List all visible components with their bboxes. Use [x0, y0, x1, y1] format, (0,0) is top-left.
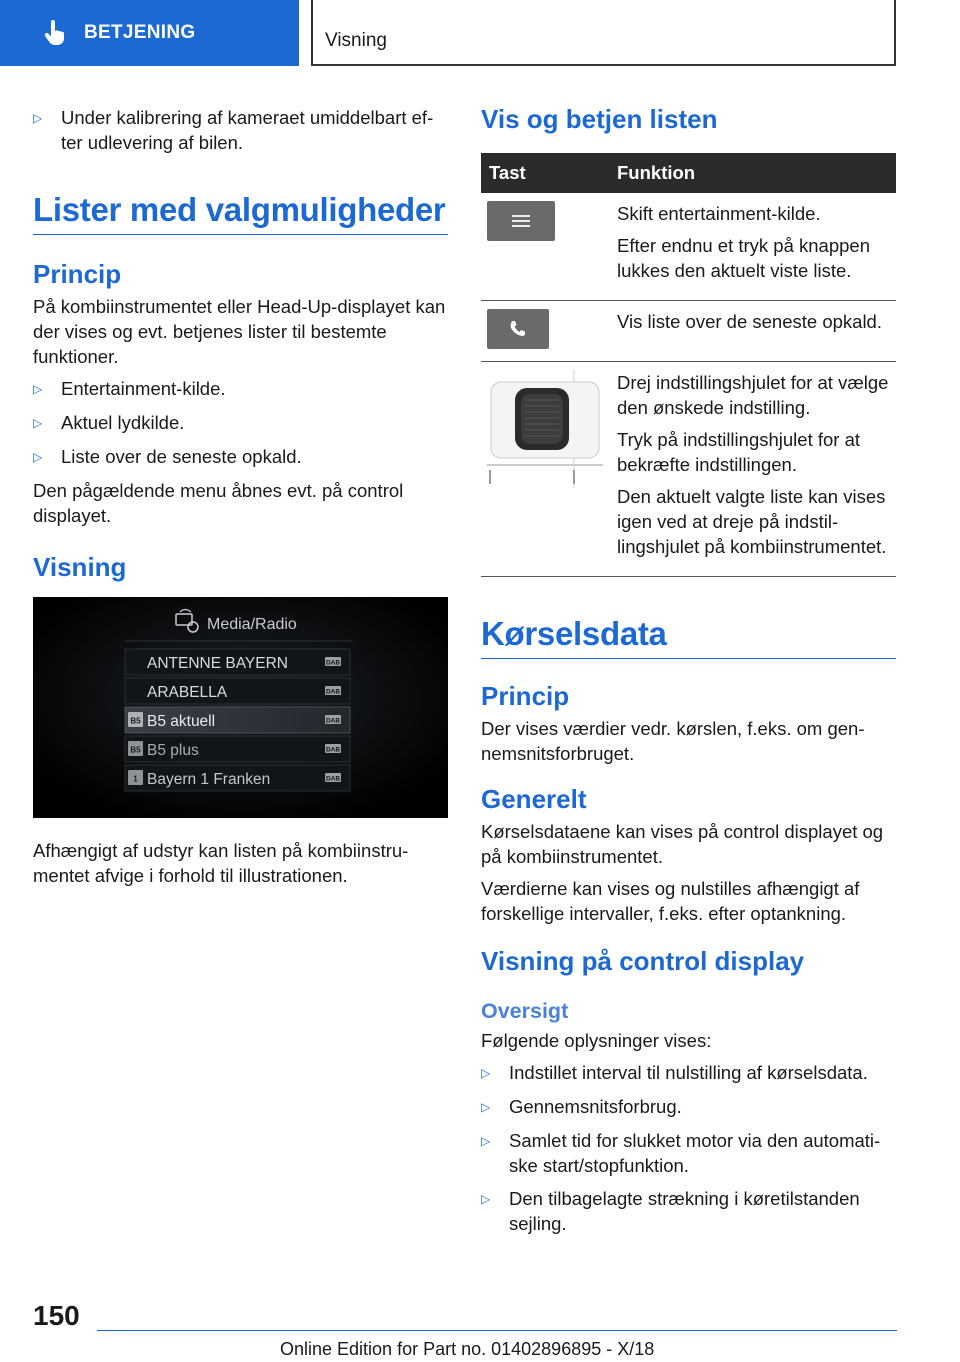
svg-text:DAB: DAB [325, 659, 341, 667]
station-row [125, 736, 350, 762]
subheading-vis-og-betjen: Vis og betjen listen [481, 104, 718, 134]
svg-text:DAB: DAB [325, 775, 341, 783]
subheading-princip: Princip [481, 681, 570, 711]
list-icon [487, 201, 555, 241]
section-heading: Lister med valgmuligheder [33, 191, 448, 235]
paragraph: Den pågældende menu åbnes evt. på control displayet. [33, 480, 404, 526]
chapter-title: Visning [325, 30, 387, 51]
list-item: ▷ Entertainment-kilde. [33, 376, 448, 402]
triangle-bullet-icon: ▷ [481, 1066, 491, 1080]
triangle-bullet-icon: ▷ [33, 450, 43, 464]
phone-icon [487, 309, 549, 349]
subheading-visning: Visning [33, 552, 127, 582]
triangle-bullet-icon: ▷ [33, 416, 43, 430]
footer-divider [97, 1330, 897, 1331]
column-header-function: Funktion [609, 153, 896, 193]
paragraph: Værdierne kan vises og nulstilles afhængigt af forskellige intervaller, f.eks. efter optankning. [481, 878, 860, 924]
table-row [481, 362, 896, 577]
table-row [481, 301, 896, 362]
svg-text:B5 plus: B5 plus [147, 742, 199, 759]
column-header-key: Tast [481, 153, 609, 193]
triangle-bullet-icon: ▷ [481, 1192, 491, 1206]
list-item: ▷ Liste over de seneste opkald. [33, 444, 448, 470]
hand-pointer-icon [40, 19, 68, 47]
station-row-selected [125, 707, 350, 733]
svg-text:Bayern 1 Franken: Bayern 1 Franken [147, 771, 271, 788]
list-item: ▷ Gennemsnitsforbrug. [481, 1094, 896, 1120]
list-item: ▷ Den tilbagelagte strækning i køretilstanden sejling. [481, 1188, 860, 1234]
triangle-bullet-icon: ▷ [33, 111, 43, 125]
station-row [125, 649, 350, 675]
section-tab-label: BETJENING [84, 22, 196, 43]
svg-text:ARABELLA: ARABELLA [147, 684, 228, 701]
station-row [125, 678, 350, 704]
figure-caption: Afhængigt af udstyr kan listen på kombiinstrumentet afvige i forhold til illustrationen. [33, 840, 409, 886]
svg-text:B5: B5 [130, 745, 141, 755]
table-header-row [481, 153, 896, 193]
svg-text:DAB: DAB [325, 688, 341, 696]
list-item: ▷ Indstillet interval til nulstilling af kørselsdata. [481, 1060, 896, 1086]
media-radio-screen [33, 597, 448, 818]
function-text: Efter endnu et tryk på knappen lukkes den aktuelt viste liste. [617, 235, 871, 281]
function-text: Den aktuelt valgte liste kan vises igen ved at dreje på indstillingshjulet på kombiinstrumentet. [617, 486, 887, 557]
triangle-bullet-icon: ▷ [481, 1100, 491, 1114]
function-text: Tryk på indstillingshjulet for at bekræfte indstillingen. [617, 429, 861, 475]
paragraph: Kørselsdataene kan vises på control displayet og på kombiinstrumentet. [481, 821, 884, 867]
svg-text:1: 1 [133, 774, 138, 784]
page-header [0, 0, 960, 66]
paragraph: Der vises værdier vedr. kørslen, f.eks. om gennemsnitsforbruget. [481, 718, 865, 764]
list-item: ▷ Aktuel lydkilde. [33, 410, 448, 436]
section-heading: Kørselsdata [481, 615, 896, 659]
edition-text: Online Edition for Part no. 01402896895 - X/18 [280, 1339, 655, 1359]
subheading-visning-control-display: Visning på control display [481, 946, 805, 976]
subheading-generelt: Generelt [481, 784, 587, 814]
screen-title: Media/Radio [207, 616, 297, 633]
function-text: Skift entertainment-kilde. [617, 203, 821, 224]
key-function-table [481, 153, 896, 577]
list-item: ▷ Under kalibrering af kameraet umiddelbart efter udlevering af bilen. [33, 107, 434, 153]
svg-text:ANTENNE BAYERN: ANTENNE BAYERN [147, 655, 288, 672]
media-radio-screenshot [33, 597, 448, 818]
section-tab [0, 0, 299, 66]
subsubheading-oversigt: Oversigt [481, 999, 569, 1023]
function-text: Drej indstillingshjulet for at vælge den ønskede indstilling. [617, 372, 889, 418]
svg-text:DAB: DAB [325, 717, 341, 725]
svg-text:B5: B5 [130, 716, 141, 726]
function-text: Vis liste over de seneste opkald. [617, 311, 882, 332]
triangle-bullet-icon: ▷ [33, 382, 43, 396]
right-column [481, 98, 896, 1244]
svg-text:B5 aktuell: B5 aktuell [147, 713, 216, 730]
svg-text:DAB: DAB [325, 746, 341, 754]
subheading-princip: Princip [33, 259, 122, 289]
thumbwheel-icon [487, 370, 603, 488]
page-number: 150 [33, 1300, 80, 1331]
paragraph: På kombiinstrumentet eller Head-Up-displayet kan der vises og evt. betjenes lister til bestemte funktioner. [33, 296, 446, 367]
paragraph: Følgende oplysninger vises: [481, 1030, 712, 1051]
chapter-box [311, 0, 896, 66]
list-item: ▷ Samlet tid for slukket motor via den automatiske start/stopfunktion. [481, 1130, 881, 1176]
table-row [481, 193, 896, 301]
left-column [33, 98, 448, 895]
station-row [125, 765, 350, 791]
triangle-bullet-icon: ▷ [481, 1134, 491, 1148]
